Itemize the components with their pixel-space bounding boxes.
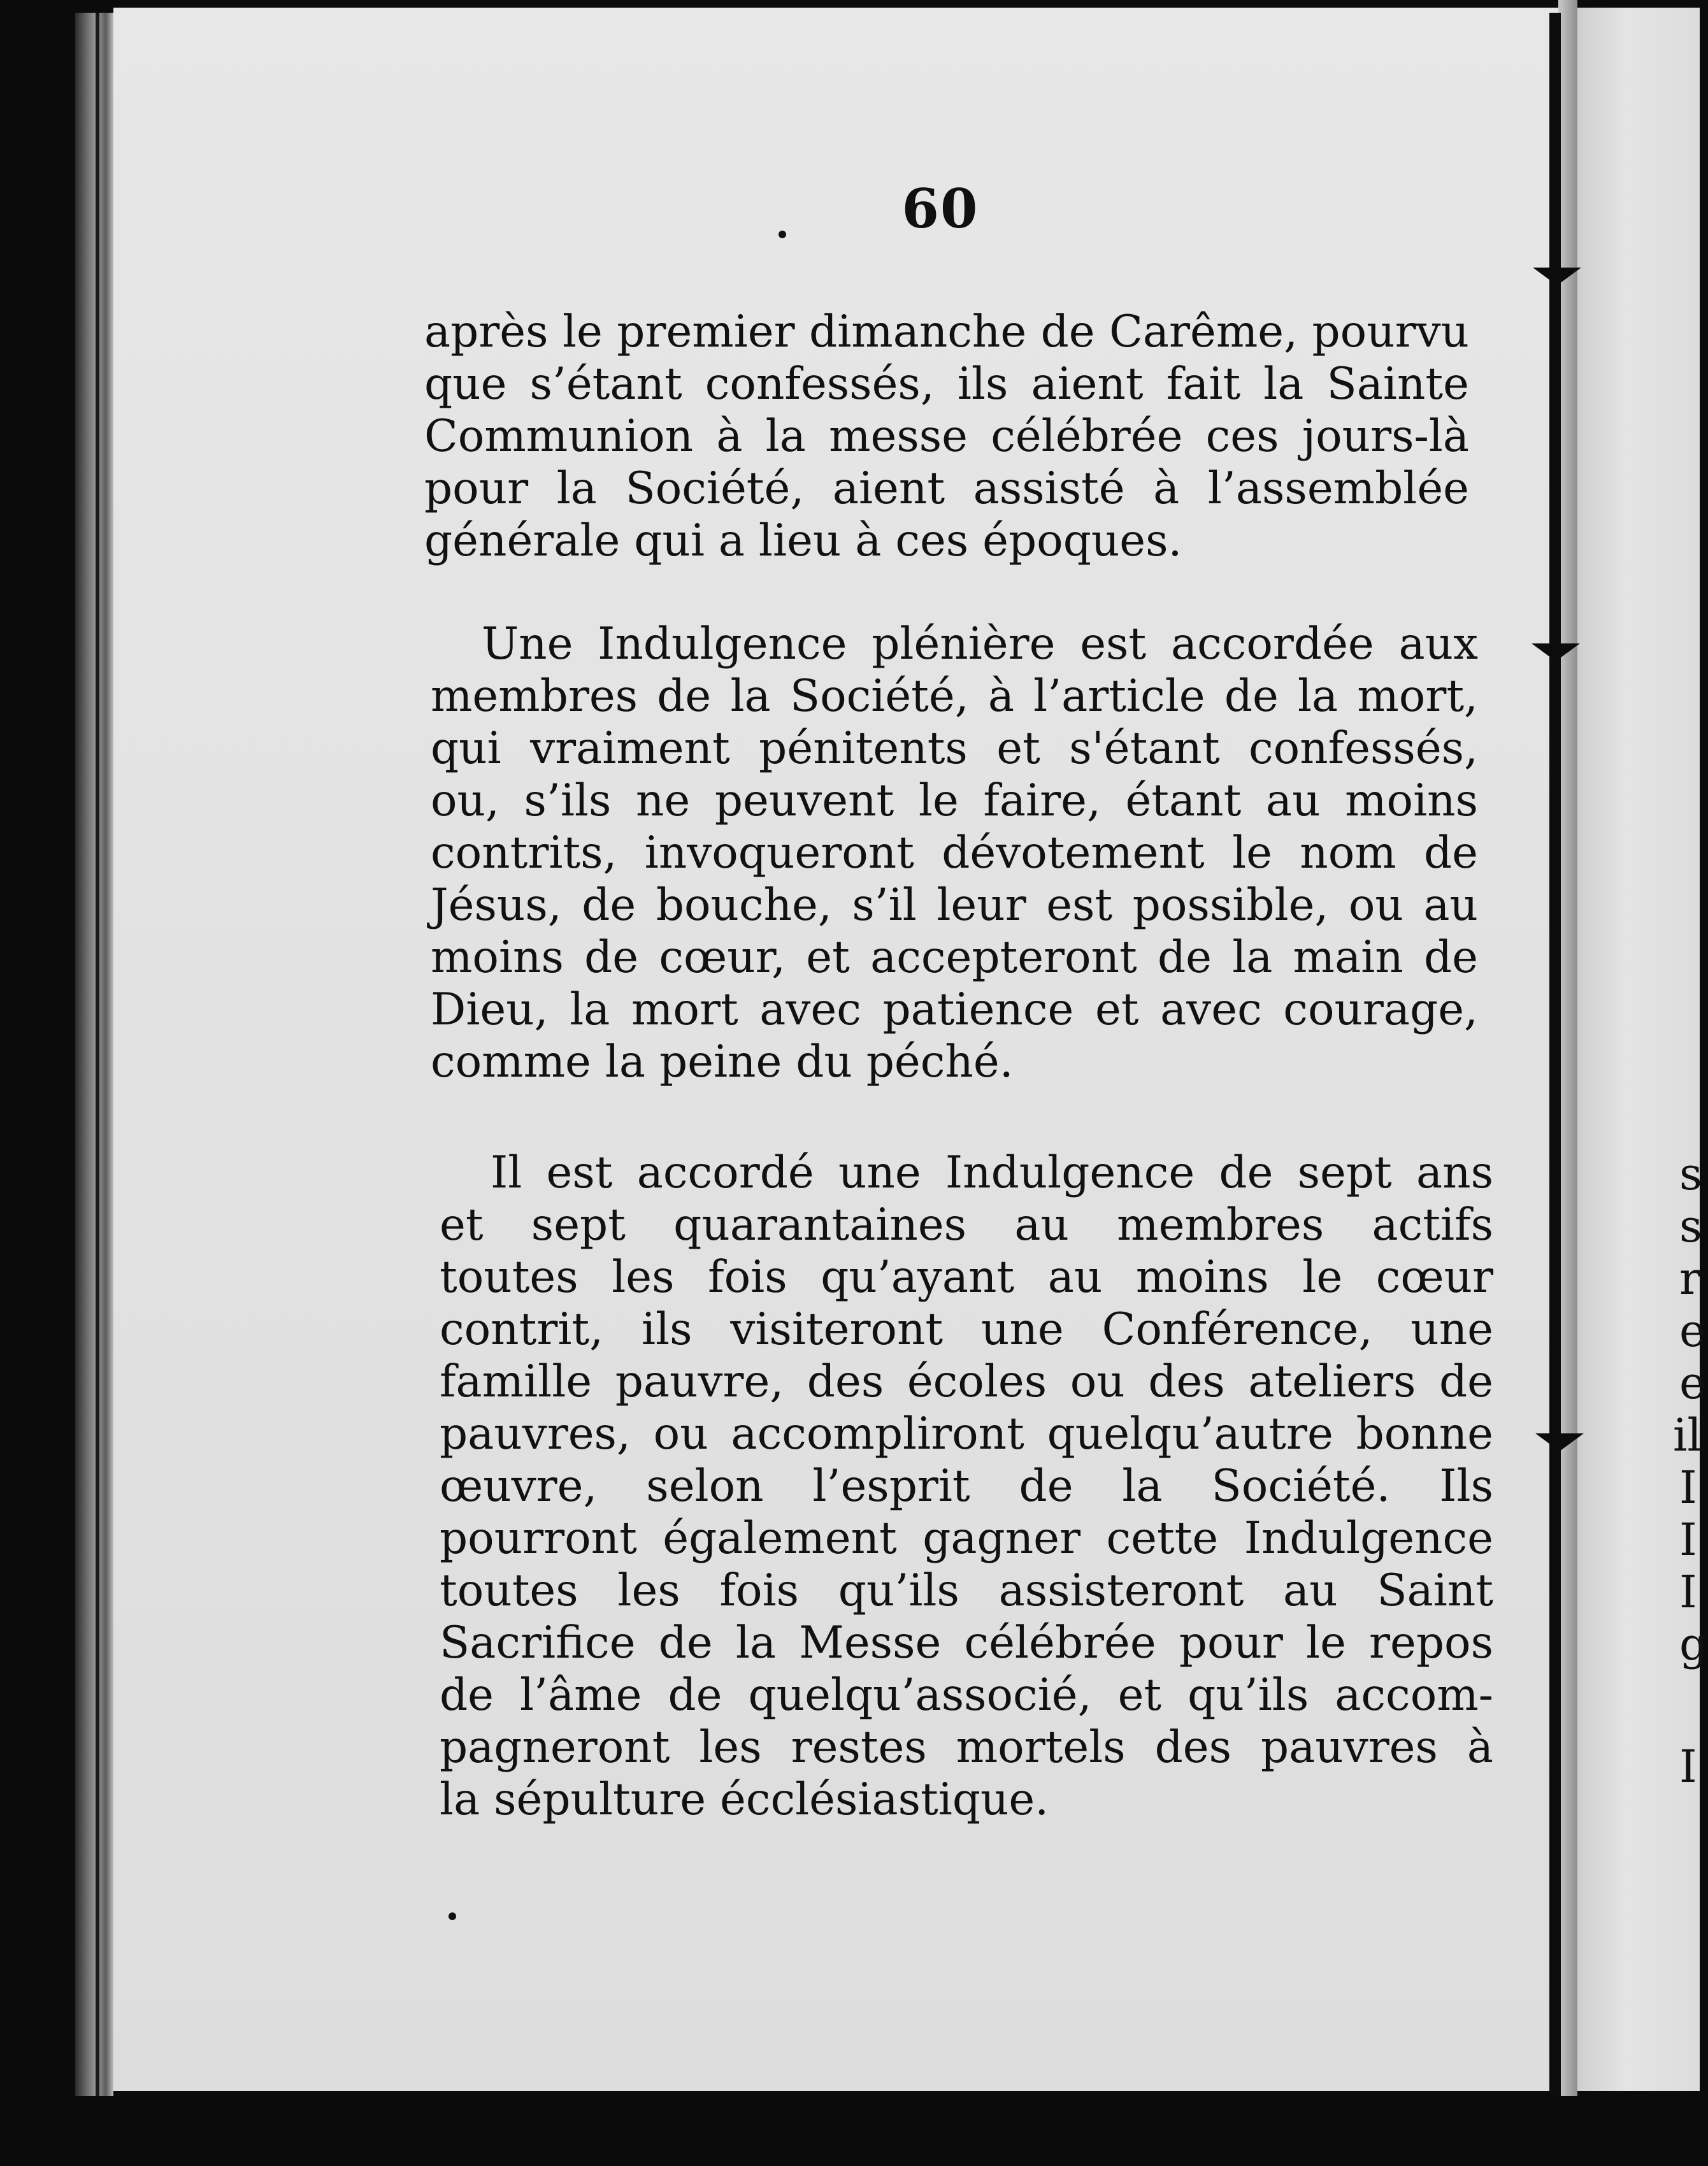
- text-line: que s’étant confessés, ils aient fait la Sainte: [424, 359, 1469, 410]
- text-line: toutes les fois qu’ayant au moins le cœur: [440, 1252, 1493, 1303]
- text-line: Sacrifice de la Messe célébrée pour le repos: [440, 1617, 1493, 1668]
- spine-stitch-mark: [1532, 643, 1580, 661]
- adjacent-page: [1577, 8, 1708, 2091]
- adjacent-text-fragment: I: [1679, 1514, 1697, 1566]
- text-line: famille pauvre, des écoles ou des ateliers de: [440, 1356, 1493, 1407]
- text-line: de l’âme de quelqu’associé, et qu’ils accom-: [440, 1670, 1493, 1721]
- text-line: pour la Société, aient assisté à l’assemblée: [424, 463, 1469, 514]
- adjacent-text-fragment: I: [1679, 1461, 1697, 1514]
- spine-stitch-mark: [1533, 268, 1581, 285]
- adjacent-text-fragment: e: [1679, 1305, 1706, 1357]
- text-line: Communion à la messe célébrée ces jours-là: [424, 411, 1469, 462]
- text-line: moins de cœur, et accepteront de la main de: [431, 932, 1478, 983]
- text-line: œuvre, selon l’esprit de la Société. Ils: [440, 1461, 1493, 1512]
- adjacent-text-fragment: s: [1679, 1148, 1702, 1200]
- text-line: comme la peine du péché.: [431, 1036, 1014, 1087]
- paragraph: [440, 1147, 1493, 1826]
- text-line: pagneront les restes mortels des pauvres à: [440, 1722, 1493, 1773]
- adjacent-text-fragment: I: [1679, 1740, 1697, 1793]
- adjacent-text-fragment: r: [1679, 1252, 1701, 1305]
- text-line: toutes les fois qu’ils assisteront au Saint: [440, 1565, 1493, 1616]
- text-line: Il est accordé une Indulgence de sept ans: [491, 1147, 1493, 1198]
- page-number: 60: [901, 177, 979, 240]
- text-line: Une Indulgence plénière est accordée aux: [482, 619, 1478, 670]
- page-gutter: [1558, 0, 1577, 2096]
- adjacent-text-fragment: g: [1679, 1618, 1708, 1670]
- text-line: contrit, ils visiteront une Conférence, une: [440, 1304, 1493, 1355]
- text-line: pourront également gagner cette Indulgence: [440, 1513, 1493, 1564]
- text-line: ou, s’ils ne peuvent le faire, étant au moins: [431, 775, 1478, 826]
- binding-line: [96, 13, 99, 2096]
- paragraph: [424, 306, 1469, 567]
- scan-border: [0, 2096, 1700, 2166]
- binding-edge: [75, 13, 113, 2096]
- stray-ink-dot: [779, 231, 786, 238]
- text-line: après le premier dimanche de Carême, pourvu: [424, 306, 1469, 357]
- text-line: Jésus, de bouche, s’il leur est possible, ou au: [431, 880, 1478, 931]
- text-line: pauvres, ou accompliront quelqu’autre bonne: [440, 1409, 1493, 1460]
- adjacent-text-fragment: s: [1679, 1200, 1702, 1252]
- text-line: contrits, invoqueront dévotement le nom de: [431, 828, 1478, 879]
- text-line: et sept quarantaines au membres actifs: [440, 1200, 1493, 1251]
- stray-ink-dot: [449, 1912, 456, 1920]
- paragraph: [431, 618, 1478, 1088]
- text-line: membres de la Société, à l’article de la mort,: [431, 671, 1478, 722]
- text-line: générale qui a lieu à ces époques.: [424, 515, 1182, 566]
- book-spine: [1549, 13, 1561, 2096]
- adjacent-text-fragment: il: [1673, 1409, 1702, 1461]
- text-line: Dieu, la mort avec patience et avec courage,: [431, 984, 1478, 1035]
- text-line: la sépulture écclésiastique.: [440, 1774, 1049, 1825]
- adjacent-text-fragment: I: [1679, 1566, 1697, 1618]
- text-line: qui vraiment pénitents et s'étant confessés,: [431, 723, 1478, 774]
- adjacent-text-fragment: e: [1679, 1357, 1706, 1409]
- spine-stitch-mark: [1535, 1433, 1584, 1451]
